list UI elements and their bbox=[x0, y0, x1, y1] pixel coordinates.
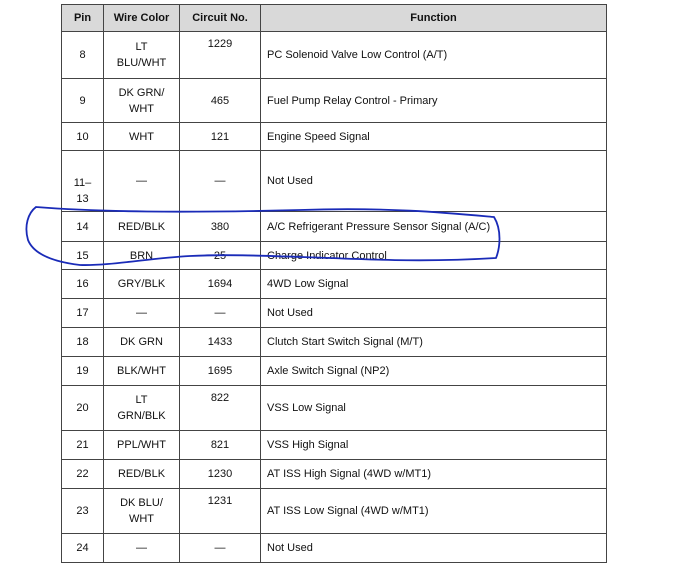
cell-line: — bbox=[136, 307, 147, 319]
cell-line: — bbox=[136, 542, 147, 554]
function-cell: AT ISS Low Signal (4WD w/MT1) bbox=[261, 489, 607, 534]
table-row bbox=[62, 534, 607, 563]
wire-color-cell bbox=[104, 460, 180, 489]
cell-line: PPL/WHT bbox=[117, 439, 166, 451]
cell-line: 11– bbox=[73, 177, 92, 189]
function-cell: Fuel Pump Relay Control - Primary bbox=[261, 79, 607, 123]
circuit-number-cell: — bbox=[180, 299, 261, 328]
table-row bbox=[62, 386, 607, 431]
cell-line: WHT bbox=[128, 102, 155, 115]
pin-cell: 9 bbox=[62, 79, 104, 123]
circuit-number-cell: — bbox=[180, 151, 261, 212]
table-row bbox=[62, 299, 607, 328]
pin-cell: 17 bbox=[62, 299, 104, 328]
table-row bbox=[62, 431, 607, 460]
table-row bbox=[62, 270, 607, 299]
wire-color-cell bbox=[104, 32, 180, 79]
wire-color-cell bbox=[104, 489, 180, 534]
table-row bbox=[62, 151, 607, 212]
pin-cell: 19 bbox=[62, 357, 104, 386]
circuit-number-cell: 465 bbox=[180, 79, 261, 123]
cell-line: GRY/BLK bbox=[117, 278, 166, 290]
cell-line: RED/BLK bbox=[117, 220, 166, 233]
circuit-number-cell: 822 bbox=[180, 386, 261, 431]
cell-line: RED/BLK bbox=[117, 468, 166, 480]
wire-color-cell bbox=[104, 386, 180, 431]
circuit-number-cell: 1230 bbox=[180, 460, 261, 489]
pin-cell: 10 bbox=[62, 123, 104, 151]
table-row bbox=[62, 357, 607, 386]
header-pin: Pin bbox=[62, 5, 104, 32]
table-row bbox=[62, 123, 607, 151]
circuit-number-cell: 1694 bbox=[180, 270, 261, 299]
cell-line: LT bbox=[135, 41, 148, 53]
wire-color-cell bbox=[104, 79, 180, 123]
pin-cell: 24 bbox=[62, 534, 104, 563]
function-cell: Clutch Start Switch Signal (M/T) bbox=[261, 328, 607, 357]
function-cell: Not Used bbox=[261, 534, 607, 563]
wire-color-cell bbox=[104, 242, 180, 270]
pinout-table bbox=[61, 4, 607, 563]
function-cell: Engine Speed Signal bbox=[261, 123, 607, 151]
table-row bbox=[62, 489, 607, 534]
cell-line: WHT bbox=[128, 130, 155, 143]
pin-cell: 21 bbox=[62, 431, 104, 460]
circuit-number-cell: 1229 bbox=[180, 32, 261, 79]
pin-cell: 22 bbox=[62, 460, 104, 489]
table-row bbox=[62, 32, 607, 79]
circuit-number-cell: 1433 bbox=[180, 328, 261, 357]
header-circuit-number: Circuit No. bbox=[180, 5, 261, 32]
cell-line: DK GRN/ bbox=[118, 86, 165, 99]
circuit-number-cell: 121 bbox=[180, 123, 261, 151]
pin-cell: 20 bbox=[62, 386, 104, 431]
function-cell: Charge Indicator Control bbox=[261, 242, 607, 270]
wire-color-cell bbox=[104, 270, 180, 299]
cell-line: DK GRN bbox=[120, 336, 163, 348]
table-row bbox=[62, 328, 607, 357]
function-cell: VSS High Signal bbox=[261, 431, 607, 460]
cell-line: WHT bbox=[128, 513, 155, 525]
circuit-number-cell: 25 bbox=[180, 242, 261, 270]
function-cell: Not Used bbox=[261, 299, 607, 328]
wire-color-cell bbox=[104, 151, 180, 212]
pin-cell: 8 bbox=[62, 32, 104, 79]
pin-cell: 16 bbox=[62, 270, 104, 299]
wire-color-cell bbox=[104, 212, 180, 242]
function-cell: 4WD Low Signal bbox=[261, 270, 607, 299]
circuit-number-cell: 1231 bbox=[180, 489, 261, 534]
pin-cell: 18 bbox=[62, 328, 104, 357]
function-cell: Axle Switch Signal (NP2) bbox=[261, 357, 607, 386]
header-wire-color: Wire Color bbox=[104, 5, 180, 32]
cell-line: DK BLU/ bbox=[120, 497, 163, 509]
circuit-number-cell: 821 bbox=[180, 431, 261, 460]
cell-line: — bbox=[136, 175, 147, 187]
cell-line: 13 bbox=[76, 193, 89, 205]
function-cell: PC Solenoid Valve Low Control (A/T) bbox=[261, 32, 607, 79]
cell-line: LT bbox=[135, 394, 148, 406]
function-cell: A/C Refrigerant Pressure Sensor Signal (A/C) bbox=[261, 212, 607, 242]
pin-cell: 15 bbox=[62, 242, 104, 270]
circuit-number-cell: — bbox=[180, 534, 261, 563]
table-row bbox=[62, 460, 607, 489]
wire-color-cell bbox=[104, 357, 180, 386]
wire-color-cell bbox=[104, 328, 180, 357]
function-cell: AT ISS High Signal (4WD w/MT1) bbox=[261, 460, 607, 489]
function-cell: VSS Low Signal bbox=[261, 386, 607, 431]
header-function: Function bbox=[261, 5, 607, 32]
pin-cell bbox=[62, 151, 104, 212]
pin-cell: 14 bbox=[62, 212, 104, 242]
function-cell: Not Used bbox=[261, 151, 607, 212]
wire-color-cell bbox=[104, 431, 180, 460]
cell-line: BLU/WHT bbox=[116, 57, 167, 69]
wire-color-cell bbox=[104, 534, 180, 563]
wire-color-cell bbox=[104, 123, 180, 151]
cell-line: BLK/WHT bbox=[117, 365, 166, 377]
table-row bbox=[62, 79, 607, 123]
pin-cell: 23 bbox=[62, 489, 104, 534]
cell-line: BRN bbox=[129, 249, 154, 262]
circuit-number-cell: 380 bbox=[180, 212, 261, 242]
wire-color-cell bbox=[104, 299, 180, 328]
circuit-number-cell: 1695 bbox=[180, 357, 261, 386]
cell-line: GRN/BLK bbox=[117, 410, 166, 422]
table-row bbox=[62, 212, 607, 242]
header-row bbox=[62, 5, 607, 32]
table-row bbox=[62, 242, 607, 270]
